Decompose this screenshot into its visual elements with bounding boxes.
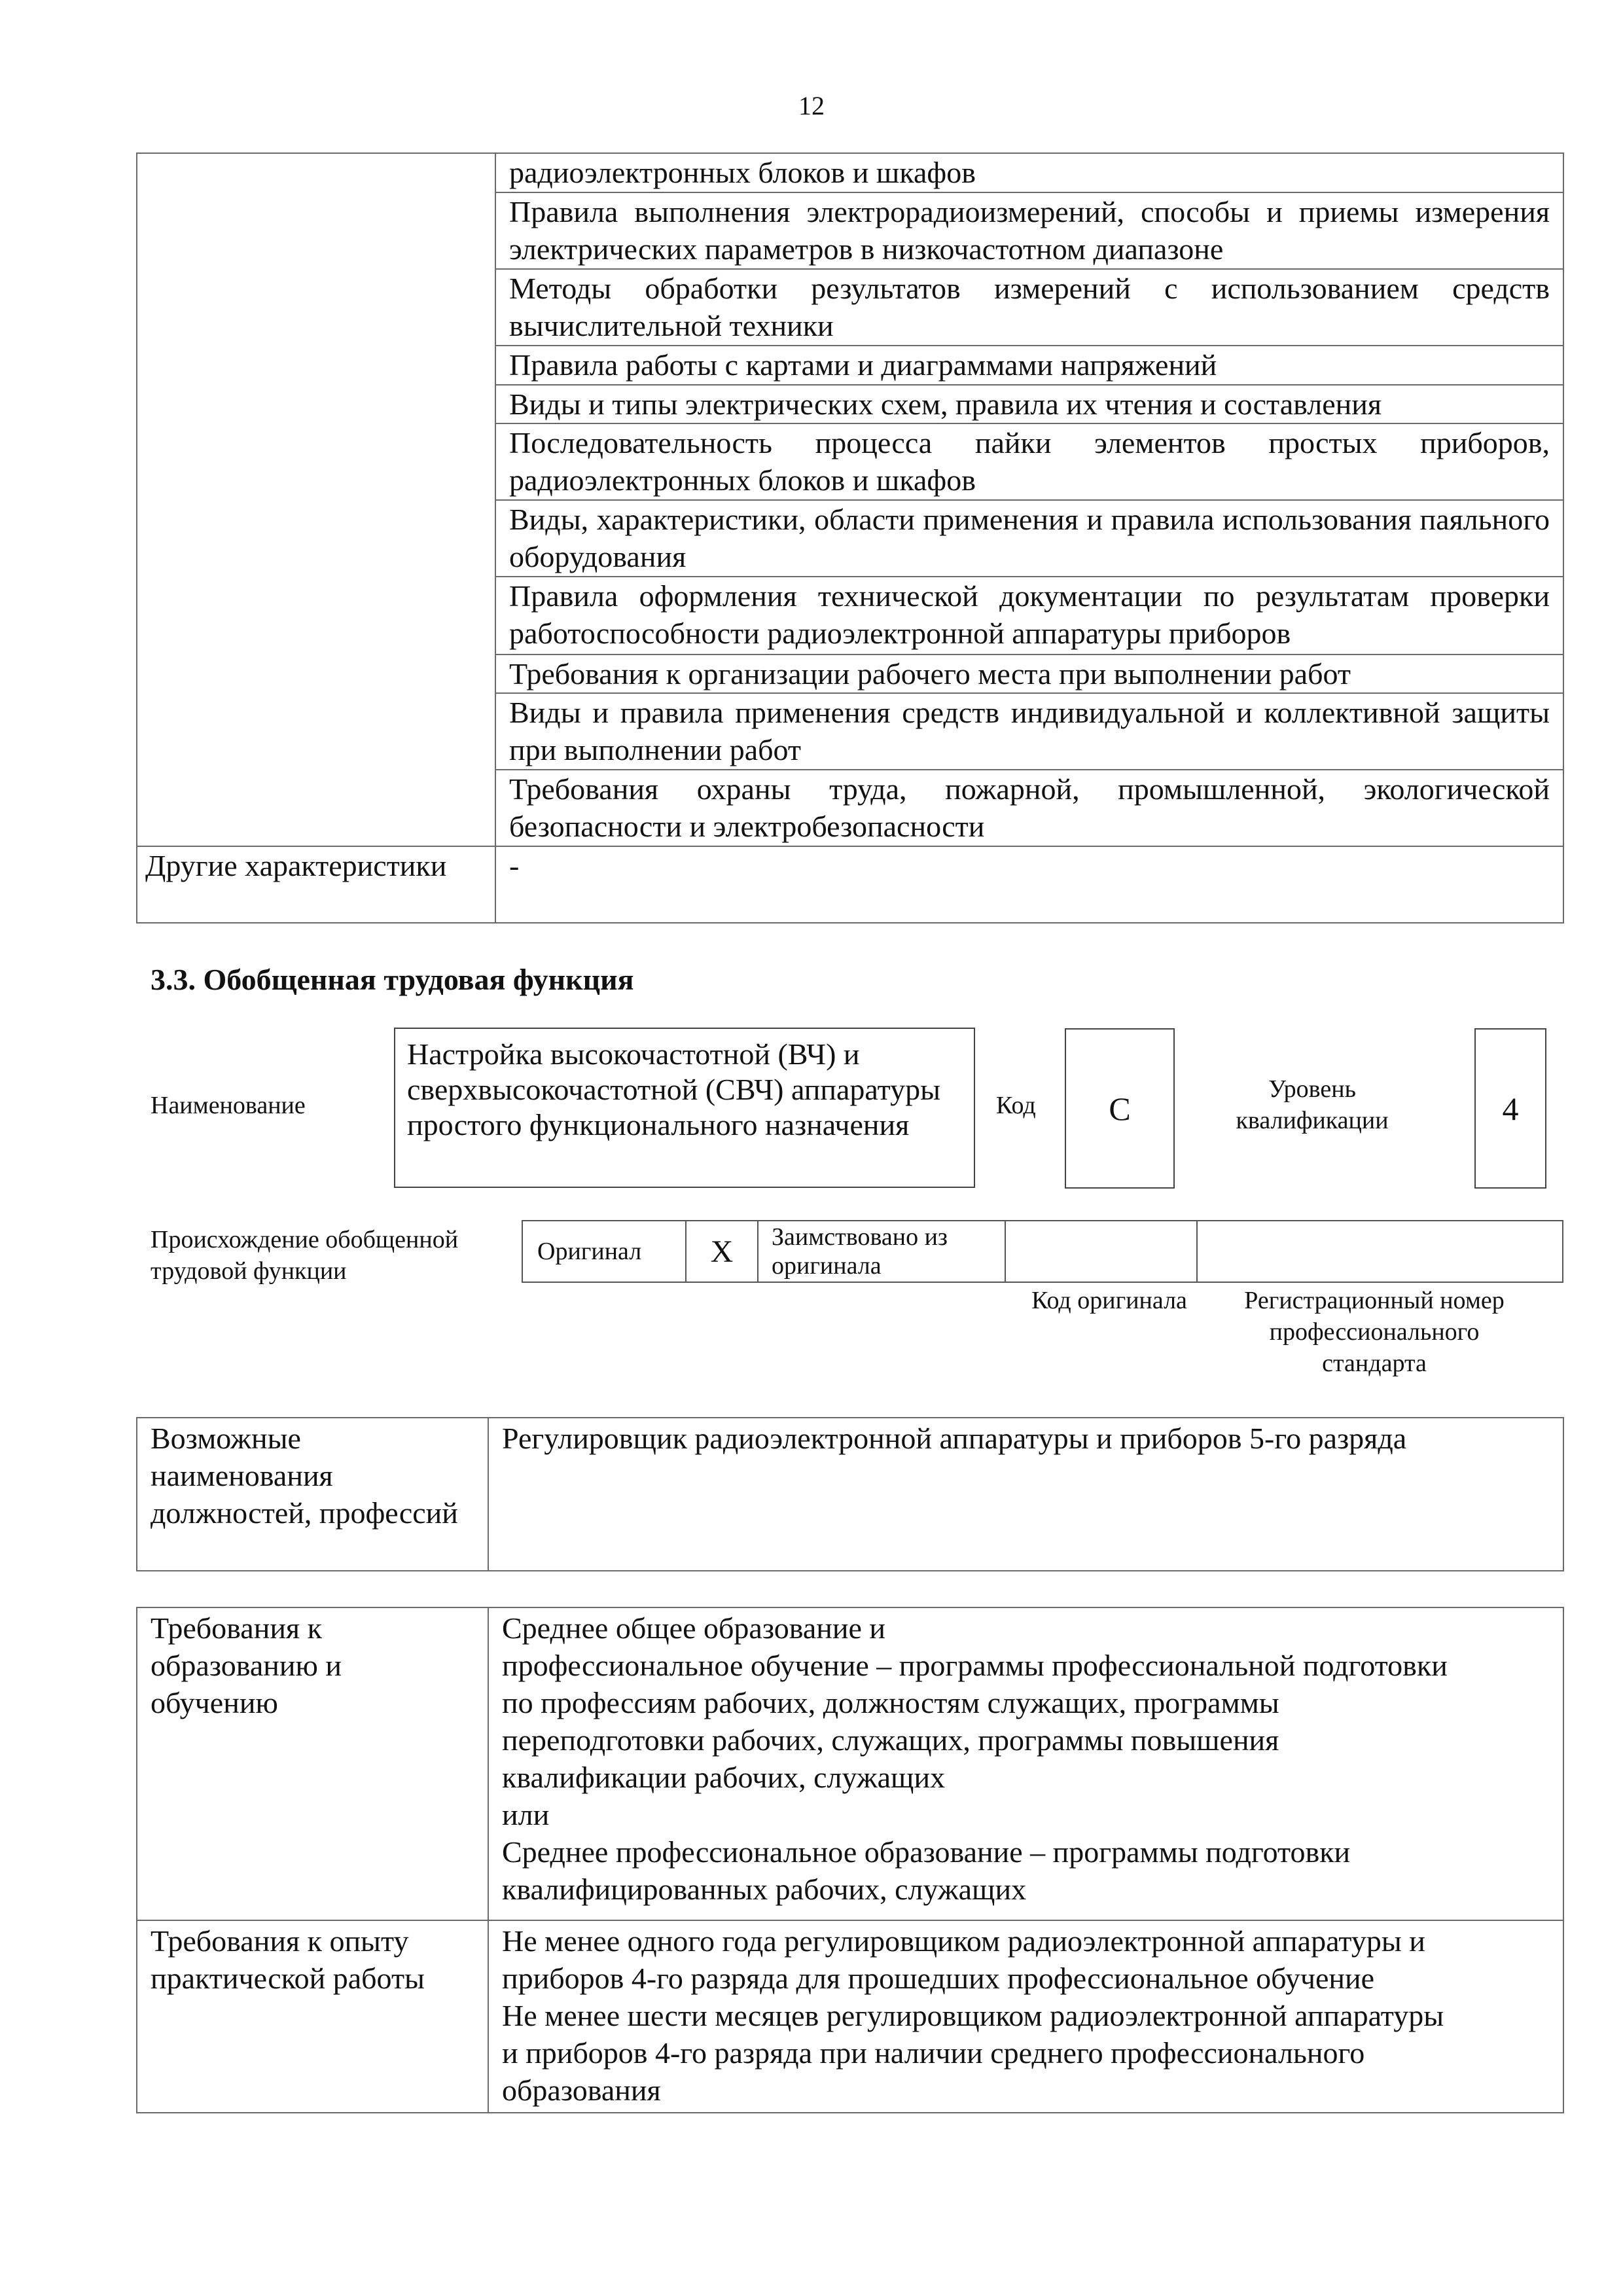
- education-line: квалифицированных рабочих, служащих: [502, 1873, 1027, 1906]
- page-number: 12: [798, 91, 825, 120]
- code-value-box: С: [1065, 1028, 1175, 1189]
- other-characteristics-label: Другие характеристики: [137, 846, 495, 923]
- education-line: Среднее общее образование и: [502, 1611, 886, 1645]
- experience-label: Требования к опыту практической работы: [137, 1920, 488, 2113]
- positions-value: Регулировщик радиоэлектронной аппаратуры и приборов 5-го разряда: [488, 1418, 1563, 1571]
- code-original-caption: Код оригинала: [1031, 1287, 1187, 1314]
- knowledge-item: Последовательность процесса пайки элементов простых приборов, радиоэлектронных блоков и шкафов: [495, 423, 1563, 500]
- education-label: Требования к образованию и обучению: [137, 1607, 488, 1920]
- qualification-level-box: 4: [1474, 1028, 1546, 1189]
- qualification-level-label: Уровень квалификации: [1236, 1075, 1389, 1134]
- borrowed-label: Заимствовано из оригинала: [758, 1221, 1005, 1282]
- knowledge-item: Правила оформления технической документации по результатам проверки работоспособности радиоэлектронной аппаратуры приборов: [495, 577, 1563, 655]
- original-mark: X: [686, 1221, 758, 1282]
- knowledge-table: [136, 152, 1564, 924]
- knowledge-item: Виды и типы электрических схем, правила их чтения и составления: [495, 385, 1563, 423]
- knowledge-item: Правила работы с картами и диаграммами напряжений: [495, 346, 1563, 385]
- code-original-cell: [1005, 1221, 1197, 1282]
- knowledge-item: Требования к организации рабочего места при выполнении работ: [495, 655, 1563, 693]
- education-line: профессиональное обучение – программы профессиональной подготовки: [502, 1649, 1448, 1682]
- knowledge-item: Виды и правила применения средств индивидуальной и коллективной защиты при выполнении работ: [495, 693, 1563, 770]
- education-line: Среднее профессиональное образование – программы подготовки: [502, 1835, 1351, 1869]
- origin-label: Происхождение обобщенной трудовой функции: [151, 1226, 459, 1285]
- positions-label: Возможные наименования должностей, профессий: [137, 1418, 488, 1571]
- section-heading: 3.3. Обобщенная трудовая функция: [151, 963, 634, 996]
- education-line: квалификации рабочих, служащих: [502, 1761, 946, 1794]
- knowledge-item: Виды, характеристики, области применения и правила использования паяльного оборудования: [495, 500, 1563, 577]
- experience-line: и приборов 4-го разряда при наличии среднего профессионального: [502, 2036, 1365, 2070]
- knowledge-item: Требования охраны труда, пожарной, промышленной, экологической безопасности и электробезопасности: [495, 770, 1563, 846]
- experience-line: Не менее одного года регулировщиком радиоэлектронной аппаратуры и: [502, 1924, 1425, 1958]
- experience-line: приборов 4-го разряда для прошедших профессиональное обучение: [502, 1962, 1375, 1995]
- function-name-box: Настройка высокочастотной (ВЧ) и сверхвысокочастотной (СВЧ) аппаратуры простого функционального назначения: [394, 1028, 975, 1188]
- education-value: [488, 1607, 1563, 1920]
- knowledge-item: Правила выполнения электрорадиоизмерений, способы и приемы измерения электрических параметров в низкочастотном диапазоне: [495, 192, 1563, 269]
- knowledge-label-cell: [137, 153, 495, 846]
- reg-number-caption: Регистрационный номер профессионального стандарта: [1244, 1287, 1505, 1377]
- experience-line: образования: [502, 2073, 661, 2107]
- knowledge-item: Методы обработки результатов измерений с использованием средств вычислительной техники: [495, 269, 1563, 346]
- origin-table: [522, 1220, 1563, 1283]
- code-label: Код: [996, 1092, 1036, 1119]
- education-line: переподготовки рабочих, служащих, программы повышения: [502, 1723, 1279, 1757]
- reg-number-cell: [1197, 1221, 1563, 1282]
- name-label: Наименование: [151, 1092, 306, 1119]
- positions-table: [136, 1417, 1564, 1571]
- experience-value: [488, 1920, 1563, 2113]
- requirements-table: [136, 1607, 1564, 2113]
- other-characteristics-value: -: [495, 846, 1563, 923]
- education-line: по профессиям рабочих, должностям служащих, программы: [502, 1686, 1279, 1719]
- education-line: или: [502, 1798, 550, 1831]
- knowledge-item: радиоэлектронных блоков и шкафов: [495, 153, 1563, 192]
- experience-line: Не менее шести месяцев регулировщиком радиоэлектронной аппаратуры: [502, 1999, 1444, 2032]
- original-label: Оригинал: [522, 1221, 686, 1282]
